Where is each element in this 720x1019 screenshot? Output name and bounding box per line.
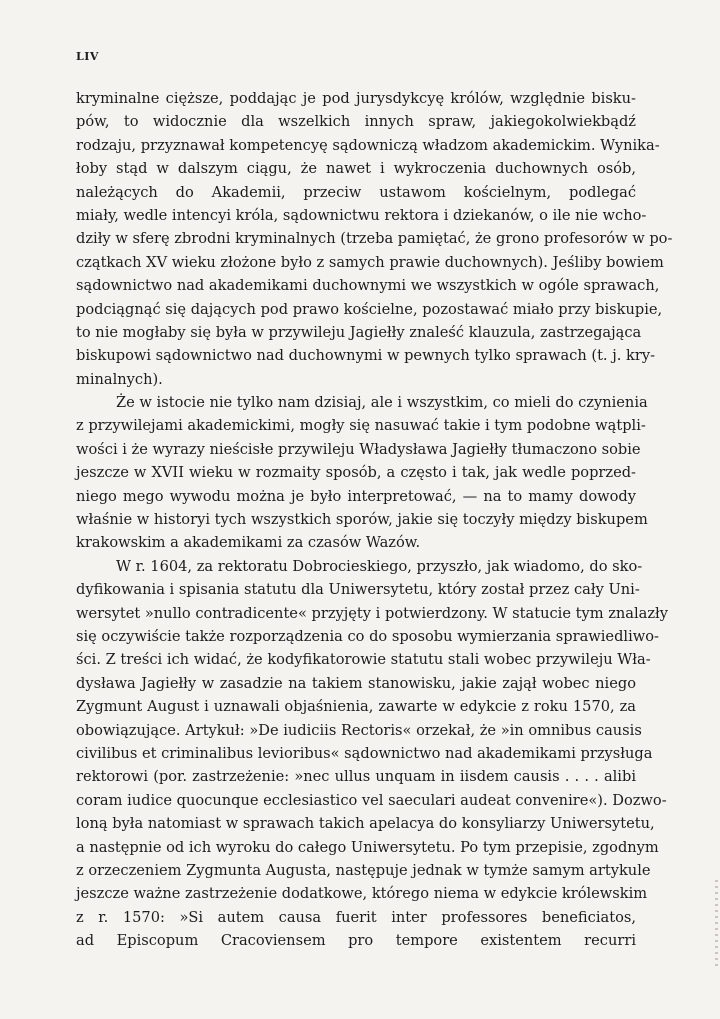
text-line: rektorowi (por. zastrzeżenie: »nec ullus unquam in iisdem causis . . . . alibi — [76, 768, 636, 786]
text-line: jeszcze ważne zastrzeżenie dodatkowe, którego niema w edykcie królewskim — [76, 885, 648, 903]
text-line: dziły w sferę zbrodni kryminalnych (trzeba pamiętać, że grono profesorów w po- — [76, 230, 673, 248]
text-line: dysława Jagiełły w zasadzie na takiem stanowisku, jakie zajął wobec niego — [76, 674, 636, 692]
text-line: czątkach XV wieku złożone było z samych prawie duchownych). Jeśliby bowiem — [76, 253, 664, 271]
text-line: obowiązujące. Artykuł: »De iudiciis Rectoris« orzekał, że »in omnibus causis — [76, 721, 642, 739]
text-line: krakowskim a akademikami za czasów Wazów. — [76, 534, 421, 552]
text-line: z orzeczeniem Zygmunta Augusta, następuje jednak w tymże samym artykule — [76, 861, 651, 879]
text-line: kryminalne cięższe, poddając je pod jurysdykcyę królów, względnie bisku- — [76, 90, 636, 107]
text-line: Zygmunt August i uznawali objaśnienia, zawarte w edykcie z roku 1570, za — [76, 698, 636, 716]
text-line: to nie mogłaby się była w przywileju Jagiełły znaleść klauzula, zastrzegająca — [76, 323, 642, 341]
text-line: się oczywiście także rozporządzenia co do sposobu wymierzania sprawiedliwo- — [76, 627, 659, 645]
text-line: ści. Z treści ich widać, że kodyfikatorowie statutu stali wobec przywileju Wła- — [76, 651, 651, 669]
text-line: z r. 1570: »Si autem causa fuerit inter professores beneficiatos, — [76, 908, 636, 926]
text-line: Że w istocie nie tylko nam dzisiaj, ale i wszystkim, co mieli do czynienia — [116, 394, 648, 412]
text-line: pów, to widocznie dla wszelkich innych spraw, jakiegokolwiekbądź — [76, 113, 636, 131]
text-line: coram iudice quocunque ecclesiastico vel saeculari audeat convenire«). Dozwo- — [76, 791, 667, 809]
text-line: miały, wedle intencyi króla, sądownictwu rektora i dziekanów, o ile nie wcho- — [76, 206, 647, 224]
text-line: loną była natomiast w sprawach takich apelacya do konsyliarzy Uniwersytetu, — [76, 815, 655, 833]
text-line: wersytet »nullo contradicente« przyjęty i potwierdzony. W statucie tym znalazły — [76, 604, 669, 622]
page-edge-marks — [715, 880, 718, 970]
text-line: podciągnąć się dających pod prawo kościelne, pozostawać miało przy biskupie, — [76, 300, 663, 318]
text-line: niego mego wywodu można je było interpretować, — na to mamy dowody — [76, 487, 636, 505]
text-line: biskupowi sądownictwo nad duchownymi w pewnych tylko sprawach (t. j. kry- — [76, 347, 656, 365]
text-line: minalnych). — [76, 370, 163, 388]
text-line: ad Episcopum Cracoviensem pro tempore existentem recurri — [76, 932, 636, 950]
text-line: należących do Akademii, przeciw ustawom kościelnym, podlegać — [76, 183, 636, 201]
text-line: łoby stąd w dalszym ciągu, że nawet i wykroczenia duchownych osób, — [76, 160, 636, 178]
page-number: LIV — [76, 50, 99, 63]
text-line: właśnie w historyi tych wszystkich sporów, jakie się toczyły między biskupem — [76, 511, 648, 529]
text-line: civilibus et criminalibus levioribus« sądownictwo nad akademikami przysługa — [76, 744, 653, 762]
text-line: W r. 1604, za rektoratu Dobrocieskiego, przyszło, jak wiadomo, do sko- — [116, 557, 643, 575]
text-line: a następnie od ich wyroku do całego Uniwersytetu. Po tym przepisie, zgodnym — [76, 838, 659, 856]
body-text — [76, 87, 673, 952]
text-line: wości i że wyrazy nieścisłe przywileju Władysława Jagiełły tłumaczono sobie — [76, 440, 641, 458]
text-line: sądownictwo nad akademikami duchownymi we wszystkich w ogóle sprawach, — [76, 277, 660, 295]
text-line: z przywilejami akademickimi, mogły się nasuwać takie i tym podobne wątpli- — [76, 417, 646, 435]
text-line: dyfikowania i spisania statutu dla Uniwersytetu, który został przez cały Uni- — [76, 581, 640, 599]
text-line: rodzaju, przyznawał kompetencyę sądowniczą władzom akademickim. Wynika- — [76, 136, 660, 154]
text-line: jeszcze w XVII wieku w rozmaity sposób, a często i tak, jak wedle poprzed- — [76, 464, 636, 482]
